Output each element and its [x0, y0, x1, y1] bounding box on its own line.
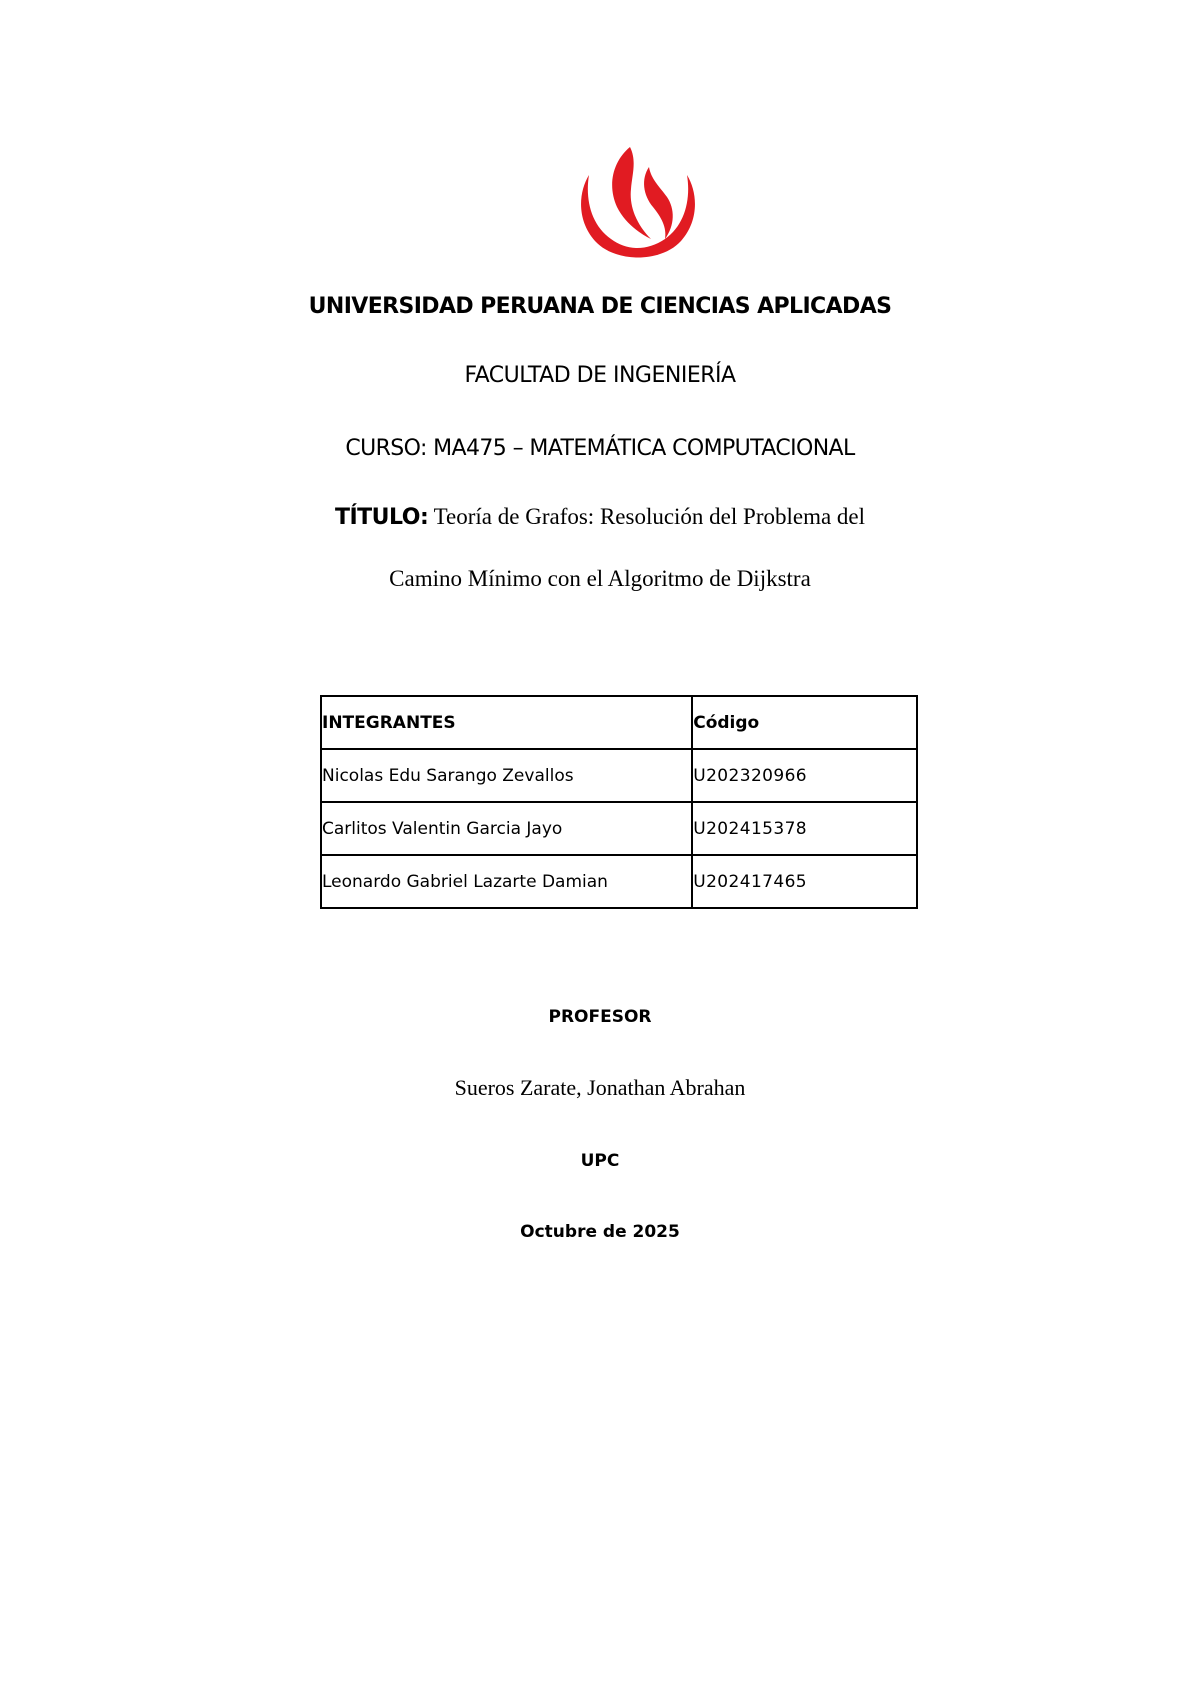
member-code: U202415378 [692, 802, 917, 855]
member-code: U202320966 [692, 749, 917, 802]
member-name: Leonardo Gabriel Lazarte Damian [321, 855, 692, 908]
members-table [320, 695, 918, 909]
members-header-row [321, 696, 917, 749]
table-row [321, 855, 917, 908]
faculty-name: FACULTAD DE INGENIERÍA [464, 363, 736, 388]
title-line-2: Camino Mínimo con el Algoritmo de Dijkstra [389, 566, 811, 591]
header-codigo: Código [692, 696, 917, 749]
member-code: U202417465 [692, 855, 917, 908]
title-text-1: Teoría de Grafos: Resolución del Problema del [428, 504, 866, 529]
title-label: TÍTULO: [334, 505, 429, 530]
member-name: Carlitos Valentin Garcia Jayo [321, 802, 692, 855]
title-line-1 [0, 504, 1200, 530]
professor-name: Sueros Zarate, Jonathan Abrahan [454, 1075, 746, 1100]
document-date: Octubre de 2025 [520, 1222, 680, 1242]
member-name: Nicolas Edu Sarango Zevallos [321, 749, 692, 802]
table-row [321, 802, 917, 855]
institution-name: UPC [580, 1151, 620, 1171]
course-name: CURSO: MA475 – MATEMÁTICA COMPUTACIONAL [345, 436, 855, 461]
table-row [321, 749, 917, 802]
professor-label: PROFESOR [548, 1007, 652, 1027]
university-name: UNIVERSIDAD PERUANA DE CIENCIAS APLICADAS [308, 294, 892, 319]
header-integrantes: INTEGRANTES [321, 696, 692, 749]
upc-logo [575, 143, 701, 263]
